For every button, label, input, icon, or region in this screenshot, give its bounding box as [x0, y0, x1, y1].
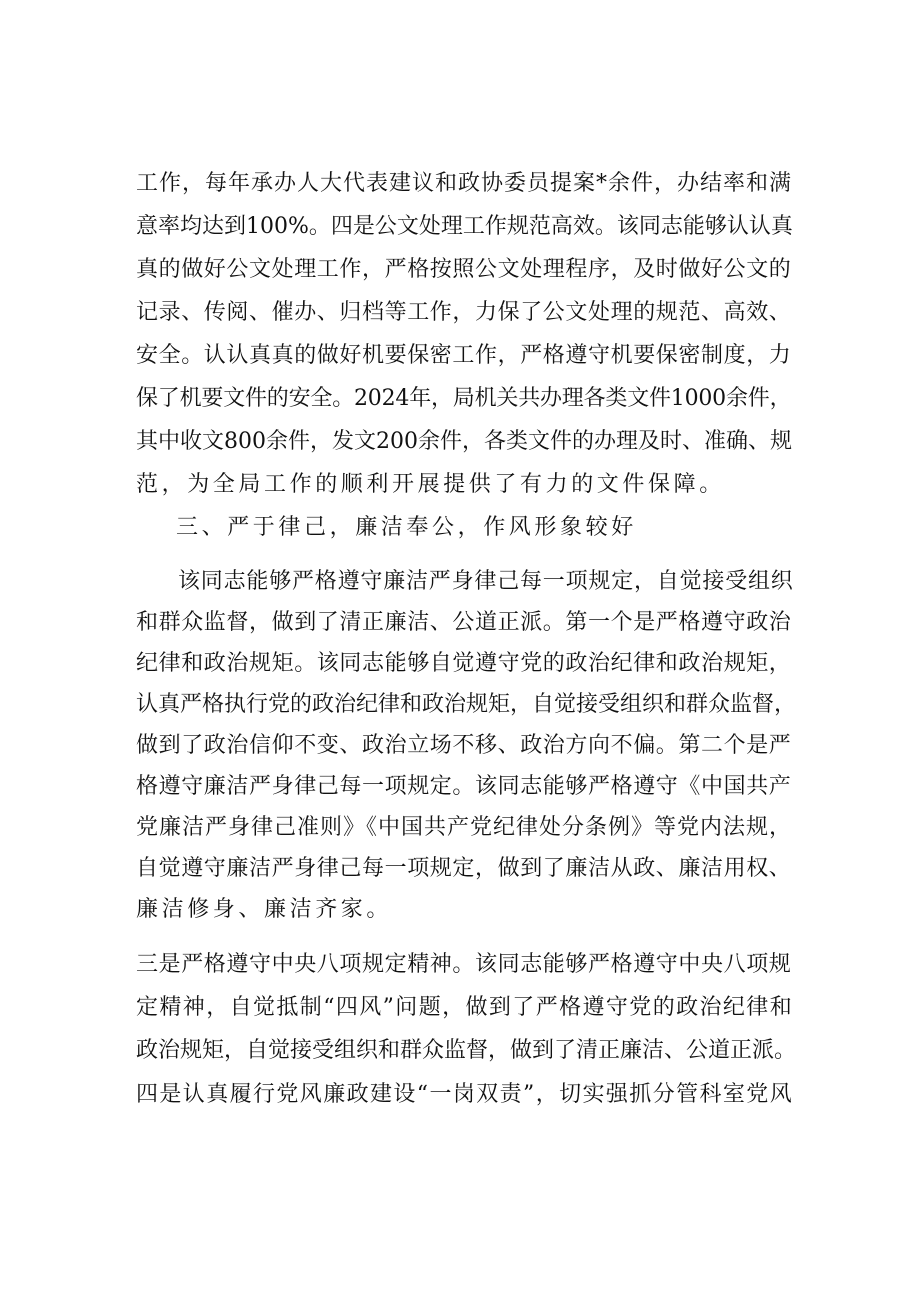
text-line: 记录、传阅、催办、归档等工作，力保了公文处理的规范、高效、 — [136, 300, 792, 325]
text-line: 四是认真履行党风廉政建设“一岗双责”，切实强抓分管科室党风 — [136, 1082, 794, 1107]
text-line: 定精神，自觉抵制“四风”问题，做到了严格遵守党的政治纪律和 — [136, 995, 794, 1020]
text-line: 政治规矩，自觉接受组织和群众监督，做到了清正廉洁、公道正派。 — [136, 1038, 797, 1063]
text-line: 其中收文800余件，发文200余件，各类文件的办理及时、准确、规 — [136, 429, 792, 454]
text-line: 真的做好公文处理工作，严格按照公文处理程序，及时做好公文的 — [136, 257, 792, 282]
text-line: 认真严格执行党的政治纪律和政治规矩，自觉接受组织和群众监督， — [136, 692, 797, 717]
text-line: 格遵守廉洁严身律己每一项规定。该同志能够严格遵守《中国共产 — [136, 774, 792, 799]
text-line: 工作，每年承办人大代表建议和政协委员提案*余件，办结率和满 — [136, 171, 793, 196]
text-line: 三是严格遵守中央八项规定精神。该同志能够严格遵守中央八项规 — [136, 952, 792, 977]
text-line: 做到了政治信仰不变、政治立场不移、政治方向不偏。第二个是严 — [136, 733, 792, 758]
text-line: 廉洁修身、廉洁齐家。 — [136, 897, 393, 922]
text-line: 范，为全局工作的顺利开展提供了有力的文件保障。 — [136, 472, 725, 497]
text-line: 纪律和政治规矩。该同志能够自觉遵守党的政治纪律和政治规矩， — [136, 651, 792, 676]
text-line: 该同志能够严格遵守廉洁严身律己每一项规定，自觉接受组织 — [178, 569, 794, 594]
text-line: 和群众监督，做到了清正廉洁、公道正派。第一个是严格遵守政治 — [136, 610, 792, 635]
text-line: 自觉遵守廉洁严身律己每一项规定，做到了廉洁从政、廉洁用权、 — [136, 856, 792, 881]
text-line: 保了机要文件的安全。2024年，局机关共办理各类文件1000余件， — [136, 386, 792, 411]
text-line: 意率均达到100%。四是公文处理工作规范高效。该同志能够认认真 — [136, 214, 793, 239]
text-line: 党廉洁严身律己准则》《中国共产党纪律处分条例》等党内法规， — [136, 815, 793, 840]
text-line: 安全。认认真真的做好机要保密工作，严格遵守机要保密制度，力 — [136, 343, 792, 368]
section-heading: 三、严于律己，廉洁奉公，作风形象较好 — [176, 515, 637, 540]
